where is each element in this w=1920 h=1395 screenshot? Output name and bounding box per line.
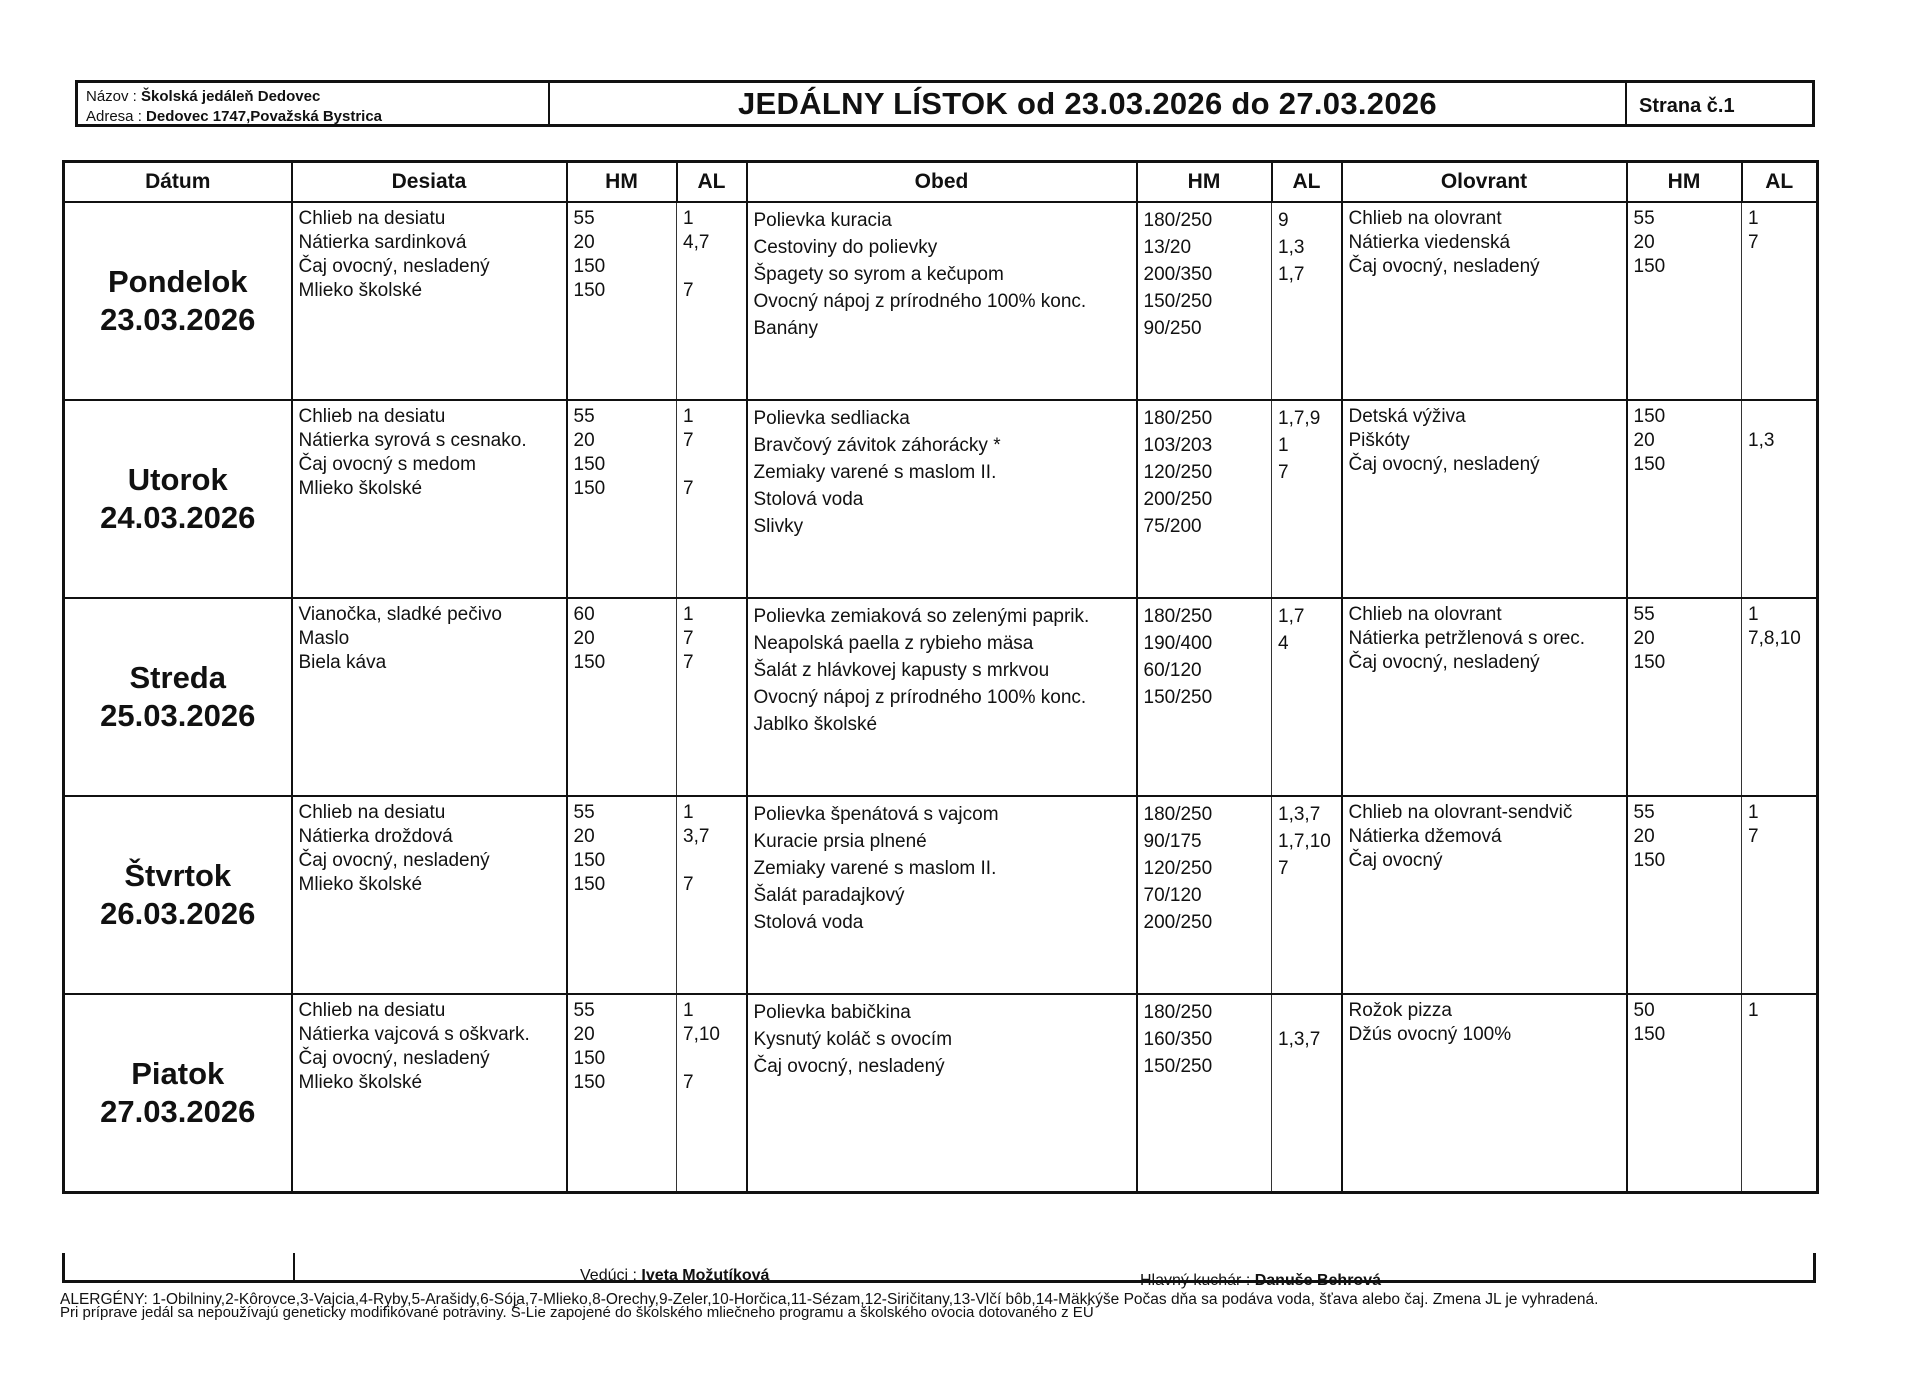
menu-line: 150 xyxy=(573,1072,606,1093)
menu-line: Chlieb na olovrant xyxy=(1348,208,1502,229)
menu-line: 160/350 xyxy=(1143,1029,1213,1050)
menu-title: JEDÁLNY LÍSTOK od 23.03.2026 do 27.03.2026 xyxy=(550,83,1627,124)
menu-line: Polievka zemiaková so zelenými paprik. xyxy=(753,606,1090,627)
menu-line: 75/200 xyxy=(1143,516,1202,537)
menu-line: Čaj ovocný, nesladený xyxy=(298,1048,490,1069)
menu-line: Špagety so syrom a kečupom xyxy=(753,264,1004,285)
menu-line: 7 xyxy=(683,628,694,649)
menu-line: Stolová voda xyxy=(753,912,864,933)
menu-line: 150 xyxy=(573,850,606,871)
menu-line: Polievka špenátová s vajcom xyxy=(753,804,999,825)
menu-line xyxy=(1278,711,1335,738)
menu-line xyxy=(1144,711,1266,738)
desiata-hm xyxy=(567,202,677,400)
olovrant-al xyxy=(1742,994,1818,1192)
manager-label: Vedúci : xyxy=(580,1267,637,1284)
menu-line: 150 xyxy=(1633,406,1666,427)
signature-row xyxy=(62,1253,1816,1283)
name-label: Názov : xyxy=(86,88,137,105)
col-obed: Obed xyxy=(747,162,1137,203)
menu-line: 150 xyxy=(1633,850,1666,871)
menu-line: 103/203 xyxy=(1143,435,1213,456)
menu-line: 1 xyxy=(683,802,694,823)
menu-line: Piškóty xyxy=(1348,430,1410,451)
day-date: 23.03.2026 xyxy=(100,302,256,337)
day-date: 27.03.2026 xyxy=(100,1093,256,1129)
desiata-al xyxy=(677,994,747,1192)
menu-line: 20 xyxy=(1633,628,1655,649)
menu-line: 1 xyxy=(1748,208,1759,229)
menu-line xyxy=(1278,513,1335,540)
menu-line: 60/120 xyxy=(1143,660,1202,681)
menu-line: 1,7 xyxy=(1278,264,1305,285)
desiata-items xyxy=(292,400,567,598)
menu-line: 1 xyxy=(683,1000,694,1021)
menu-line: 7 xyxy=(683,478,694,499)
menu-line: 9 xyxy=(1278,210,1289,231)
menu-line: Jablko školské xyxy=(753,714,878,735)
menu-line: 150 xyxy=(1633,652,1666,673)
obed-items xyxy=(747,598,1137,796)
obed-hm xyxy=(1137,598,1272,796)
menu-line: Čaj ovocný, nesladený xyxy=(1348,652,1540,673)
menu-line: 55 xyxy=(573,406,595,427)
obed-items xyxy=(747,796,1137,994)
menu-line: 20 xyxy=(573,430,595,451)
menu-line xyxy=(1278,684,1335,711)
olovrant-al xyxy=(1742,796,1818,994)
allergen-legend: ALERGÉNY: 1-Obilniny,2-Kôrovce,3-Vajcia,4-Ryby,5-Arašidy,6-Sója,7-Mlieko,8-Orechy,9-Zeler,10-Horčica,11-Sézam,12-Siričitany,13-Vlčí bôb,14-Mäkkýše Počas dňa sa podáva voda, šťava alebo čaj. Zmena JL je vyhradená. xyxy=(60,1291,1599,1308)
menu-line: 150 xyxy=(573,652,606,673)
day-date: 26.03.2026 xyxy=(100,896,256,931)
menu-line: Ovocný nápoj z prírodného 100% konc. xyxy=(753,291,1087,312)
menu-line: Zemiaky varené s maslom II. xyxy=(753,462,997,483)
menu-line: 180/250 xyxy=(1143,210,1213,231)
menu-line: 55 xyxy=(573,802,595,823)
col-obed-hm: HM xyxy=(1137,162,1272,203)
menu-line: 7,8,10 xyxy=(1748,628,1801,649)
menu-line: 200/250 xyxy=(1143,912,1213,933)
menu-line: 150/250 xyxy=(1143,687,1213,708)
menu-line: Čaj ovocný, nesladený xyxy=(298,256,490,277)
menu-line: 1 xyxy=(1748,604,1759,625)
olovrant-hm xyxy=(1627,400,1742,598)
menu-line: Chlieb na desiatu xyxy=(298,406,446,427)
menu-line: Polievka sedliacka xyxy=(753,408,910,429)
menu-line: 7 xyxy=(683,430,694,451)
menu-line: 190/400 xyxy=(1143,633,1213,654)
col-desiata-hm: HM xyxy=(567,162,677,203)
menu-line: 55 xyxy=(573,1000,595,1021)
day-name: Pondelok xyxy=(107,264,248,299)
menu-line: Neapolská paella z rybieho mäsa xyxy=(753,633,1034,654)
olovrant-items xyxy=(1342,598,1627,796)
olovrant-al xyxy=(1742,202,1818,400)
menu-line: 180/250 xyxy=(1143,804,1213,825)
menu-line: Mlieko školské xyxy=(298,1072,423,1093)
desiata-hm xyxy=(567,994,677,1192)
menu-line: 7 xyxy=(683,1072,694,1093)
menu-line: Nátierka džemová xyxy=(1348,826,1502,847)
gmo-note: Pri príprave jedál sa nepoužívajú geneticky modifikované potraviny. Š-Lie zapojené do školského mliečneho programu a školského ovocia dotovaného z EÚ xyxy=(60,1304,1094,1321)
menu-line: Kuracie prsia plnené xyxy=(753,831,927,852)
manager-name: Iveta Možutíková xyxy=(641,1267,770,1284)
obed-al xyxy=(1272,994,1342,1192)
obed-al xyxy=(1272,400,1342,598)
menu-line: Nátierka vajcová s oškvark. xyxy=(298,1024,530,1045)
olovrant-hm xyxy=(1627,796,1742,994)
olovrant-al xyxy=(1742,400,1818,598)
col-olovrant-al: AL xyxy=(1742,162,1818,203)
menu-line: 7 xyxy=(1278,462,1289,483)
menu-line: Šalát z hlávkovej kapusty s mrkvou xyxy=(753,660,1050,681)
menu-line: 1 xyxy=(1278,435,1289,456)
menu-line: 1,7,9 xyxy=(1278,408,1321,429)
menu-line: 150 xyxy=(1633,454,1666,475)
menu-line: Čaj ovocný, nesladený xyxy=(1348,256,1540,277)
olovrant-items xyxy=(1342,796,1627,994)
obed-al xyxy=(1272,598,1342,796)
menu-line xyxy=(1748,255,1810,279)
col-date: Dátum xyxy=(64,162,292,203)
menu-line: Vianočka, sladké pečivo xyxy=(298,604,502,625)
menu-line: 20 xyxy=(573,232,595,253)
obed-items xyxy=(747,400,1137,598)
menu-line: 1,3 xyxy=(1278,237,1305,258)
menu-line: Nátierka droždová xyxy=(298,826,453,847)
menu-line: Mlieko školské xyxy=(298,478,423,499)
chef-signature xyxy=(1140,1272,1381,1290)
day-cell xyxy=(64,400,292,598)
menu-line: Mlieko školské xyxy=(298,874,423,895)
menu-line: 1 xyxy=(1748,1000,1759,1021)
olovrant-items xyxy=(1342,400,1627,598)
day-name: Streda xyxy=(129,660,226,695)
day-row xyxy=(64,598,1818,796)
menu-table xyxy=(62,160,1819,1194)
day-name: Utorok xyxy=(127,462,228,497)
menu-line: 1,3 xyxy=(1748,430,1775,451)
desiata-items xyxy=(292,598,567,796)
menu-line: Chlieb na olovrant-sendvič xyxy=(1348,802,1573,823)
obed-hm xyxy=(1137,796,1272,994)
menu-line: Rožok pizza xyxy=(1348,1000,1452,1021)
olovrant-items xyxy=(1342,202,1627,400)
menu-line: Džús ovocný 100% xyxy=(1348,1024,1512,1045)
desiata-al xyxy=(677,400,747,598)
menu-line: Nátierka viedenská xyxy=(1348,232,1511,253)
menu-line xyxy=(1278,486,1335,513)
desiata-al xyxy=(677,598,747,796)
menu-line: 180/250 xyxy=(1143,408,1213,429)
menu-line: Čaj ovocný, nesladený xyxy=(298,850,490,871)
menu-line: Šalát paradajkový xyxy=(753,885,905,906)
facility-name: Školská jedáleň Dedovec xyxy=(141,88,321,105)
menu-line: 90/175 xyxy=(1143,831,1202,852)
olovrant-items xyxy=(1342,994,1627,1192)
menu-line: Biela káva xyxy=(298,652,387,673)
table-header-row xyxy=(64,162,1818,203)
menu-line: Polievka babičkina xyxy=(753,1002,911,1023)
menu-line: 7 xyxy=(683,280,694,301)
day-name: Piatok xyxy=(131,1055,225,1091)
col-olovrant: Olovrant xyxy=(1342,162,1627,203)
menu-line: 55 xyxy=(1633,604,1655,625)
menu-line xyxy=(1748,453,1810,477)
day-cell xyxy=(64,796,292,994)
menu-line: Čaj ovocný, nesladený xyxy=(1348,454,1540,475)
olovrant-hm xyxy=(1627,598,1742,796)
menu-line: Bravčový závitok záhorácky * xyxy=(753,435,1001,456)
page-number: Strana č.1 xyxy=(1639,95,1735,117)
chef-name: Danuše Behrová xyxy=(1254,1272,1381,1289)
menu-line: 150 xyxy=(573,1048,606,1069)
menu-line: 1 xyxy=(683,604,694,625)
day-row xyxy=(64,400,1818,598)
day-cell xyxy=(64,598,292,796)
menu-line xyxy=(1748,849,1810,873)
menu-line: Chlieb na desiatu xyxy=(298,208,446,229)
menu-line: 4,7 xyxy=(683,232,710,253)
menu-line: 150/250 xyxy=(1143,1056,1213,1077)
menu-line: Maslo xyxy=(298,628,350,649)
menu-line xyxy=(1278,909,1335,936)
menu-line: 150 xyxy=(573,280,606,301)
menu-line xyxy=(1748,405,1810,429)
menu-line: 150 xyxy=(573,454,606,475)
menu-line xyxy=(683,1047,740,1071)
day-cell xyxy=(64,994,292,1192)
menu-line: 3,7 xyxy=(683,826,710,847)
obed-hm xyxy=(1137,202,1272,400)
menu-line: Chlieb na desiatu xyxy=(298,802,446,823)
menu-line: 150 xyxy=(573,256,606,277)
menu-line: 1,3,7 xyxy=(1278,1029,1321,1050)
menu-line: 1 xyxy=(1748,802,1759,823)
facility-info xyxy=(78,83,550,124)
menu-line: 1 xyxy=(683,208,694,229)
menu-line: Nátierka petržlenová s orec. xyxy=(1348,628,1586,649)
menu-line: Chlieb na desiatu xyxy=(298,1000,446,1021)
obed-items xyxy=(747,994,1137,1192)
desiata-items xyxy=(292,796,567,994)
menu-line: 7 xyxy=(683,874,694,895)
menu-line: Stolová voda xyxy=(753,489,864,510)
menu-line: 7,10 xyxy=(683,1024,720,1045)
menu-line: 7 xyxy=(1748,232,1759,253)
menu-line: 20 xyxy=(573,628,595,649)
col-desiata: Desiata xyxy=(292,162,567,203)
obed-al xyxy=(1272,796,1342,994)
menu-line: 20 xyxy=(573,826,595,847)
menu-line: 20 xyxy=(1633,232,1655,253)
menu-line: 70/120 xyxy=(1143,885,1202,906)
manager-signature xyxy=(580,1267,769,1285)
menu-line: 55 xyxy=(1633,802,1655,823)
menu-line: 20 xyxy=(1633,430,1655,451)
menu-line: Kysnutý koláč s ovocím xyxy=(753,1029,953,1050)
desiata-items xyxy=(292,202,567,400)
menu-line: 90/250 xyxy=(1143,318,1202,339)
menu-line: Nátierka sardinková xyxy=(298,232,467,253)
day-row xyxy=(64,796,1818,994)
menu-line: 55 xyxy=(1633,208,1655,229)
menu-line: 1,7,10 xyxy=(1278,831,1331,852)
menu-line: 150 xyxy=(1633,256,1666,277)
menu-line: Mlieko školské xyxy=(298,280,423,301)
menu-line xyxy=(1278,288,1335,315)
menu-line: 13/20 xyxy=(1143,237,1192,258)
menu-line: 200/250 xyxy=(1143,489,1213,510)
olovrant-hm xyxy=(1627,202,1742,400)
address-label: Adresa : xyxy=(86,108,142,125)
menu-line: 1,7 xyxy=(1278,606,1305,627)
day-row xyxy=(64,202,1818,400)
desiata-hm xyxy=(567,598,677,796)
olovrant-al xyxy=(1742,598,1818,796)
day-cell xyxy=(64,202,292,400)
menu-line: 180/250 xyxy=(1143,606,1213,627)
menu-line xyxy=(683,453,740,477)
olovrant-hm xyxy=(1627,994,1742,1192)
document-header xyxy=(75,80,1815,127)
obed-items xyxy=(747,202,1137,400)
menu-line: 120/250 xyxy=(1143,462,1213,483)
menu-line: 20 xyxy=(1633,826,1655,847)
menu-line xyxy=(1748,1023,1810,1047)
menu-line xyxy=(1278,657,1335,684)
menu-line: Slivky xyxy=(753,516,804,537)
day-date: 24.03.2026 xyxy=(100,500,256,535)
menu-line: Cestoviny do polievky xyxy=(753,237,938,258)
desiata-al xyxy=(677,796,747,994)
obed-al xyxy=(1272,202,1342,400)
menu-line xyxy=(1278,315,1335,342)
menu-line: 4 xyxy=(1278,633,1289,654)
menu-line: Ovocný nápoj z prírodného 100% konc. xyxy=(753,687,1087,708)
menu-line xyxy=(1278,999,1335,1026)
menu-line: 150 xyxy=(573,874,606,895)
menu-line: Banány xyxy=(753,318,818,339)
desiata-items xyxy=(292,994,567,1192)
menu-line: Chlieb na olovrant xyxy=(1348,604,1502,625)
col-olovrant-hm: HM xyxy=(1627,162,1742,203)
menu-line: 200/350 xyxy=(1143,264,1213,285)
menu-line: 55 xyxy=(573,208,595,229)
chef-label: Hlavný kuchár : xyxy=(1140,1272,1251,1289)
menu-line: 150 xyxy=(1633,1024,1666,1045)
menu-line: Čaj ovocný s medom xyxy=(298,454,476,475)
menu-line: Čaj ovocný, nesladený xyxy=(753,1056,945,1077)
menu-line: Detská výživa xyxy=(1348,406,1466,427)
menu-line xyxy=(1278,1053,1335,1080)
menu-line xyxy=(683,255,740,279)
obed-hm xyxy=(1137,994,1272,1192)
obed-hm xyxy=(1137,400,1272,598)
menu-line: 1,3,7 xyxy=(1278,804,1321,825)
menu-line: 1 xyxy=(683,406,694,427)
desiata-al xyxy=(677,202,747,400)
menu-line: 7 xyxy=(1278,858,1289,879)
col-desiata-al: AL xyxy=(677,162,747,203)
menu-line xyxy=(683,849,740,873)
menu-line xyxy=(1278,882,1335,909)
menu-line: Čaj ovocný xyxy=(1348,850,1443,871)
menu-line: 7 xyxy=(683,652,694,673)
day-date: 25.03.2026 xyxy=(100,698,256,733)
menu-line: 120/250 xyxy=(1143,858,1213,879)
day-name: Štvrtok xyxy=(124,858,232,893)
menu-line: 50 xyxy=(1633,1000,1655,1021)
menu-line: 150 xyxy=(573,478,606,499)
col-obed-al: AL xyxy=(1272,162,1342,203)
menu-line: Zemiaky varené s maslom II. xyxy=(753,858,997,879)
desiata-hm xyxy=(567,796,677,994)
menu-line: 180/250 xyxy=(1143,1002,1213,1023)
menu-line: 150/250 xyxy=(1143,291,1213,312)
menu-line: 60 xyxy=(573,604,595,625)
day-row xyxy=(64,994,1818,1192)
menu-line: 20 xyxy=(573,1024,595,1045)
menu-line: 7 xyxy=(1748,826,1759,847)
facility-address: Dedovec 1747,Považská Bystrica xyxy=(146,108,383,125)
desiata-hm xyxy=(567,400,677,598)
menu-line: Nátierka syrová s cesnako. xyxy=(298,430,527,451)
menu-line xyxy=(1748,651,1810,675)
menu-line: Polievka kuracia xyxy=(753,210,892,231)
